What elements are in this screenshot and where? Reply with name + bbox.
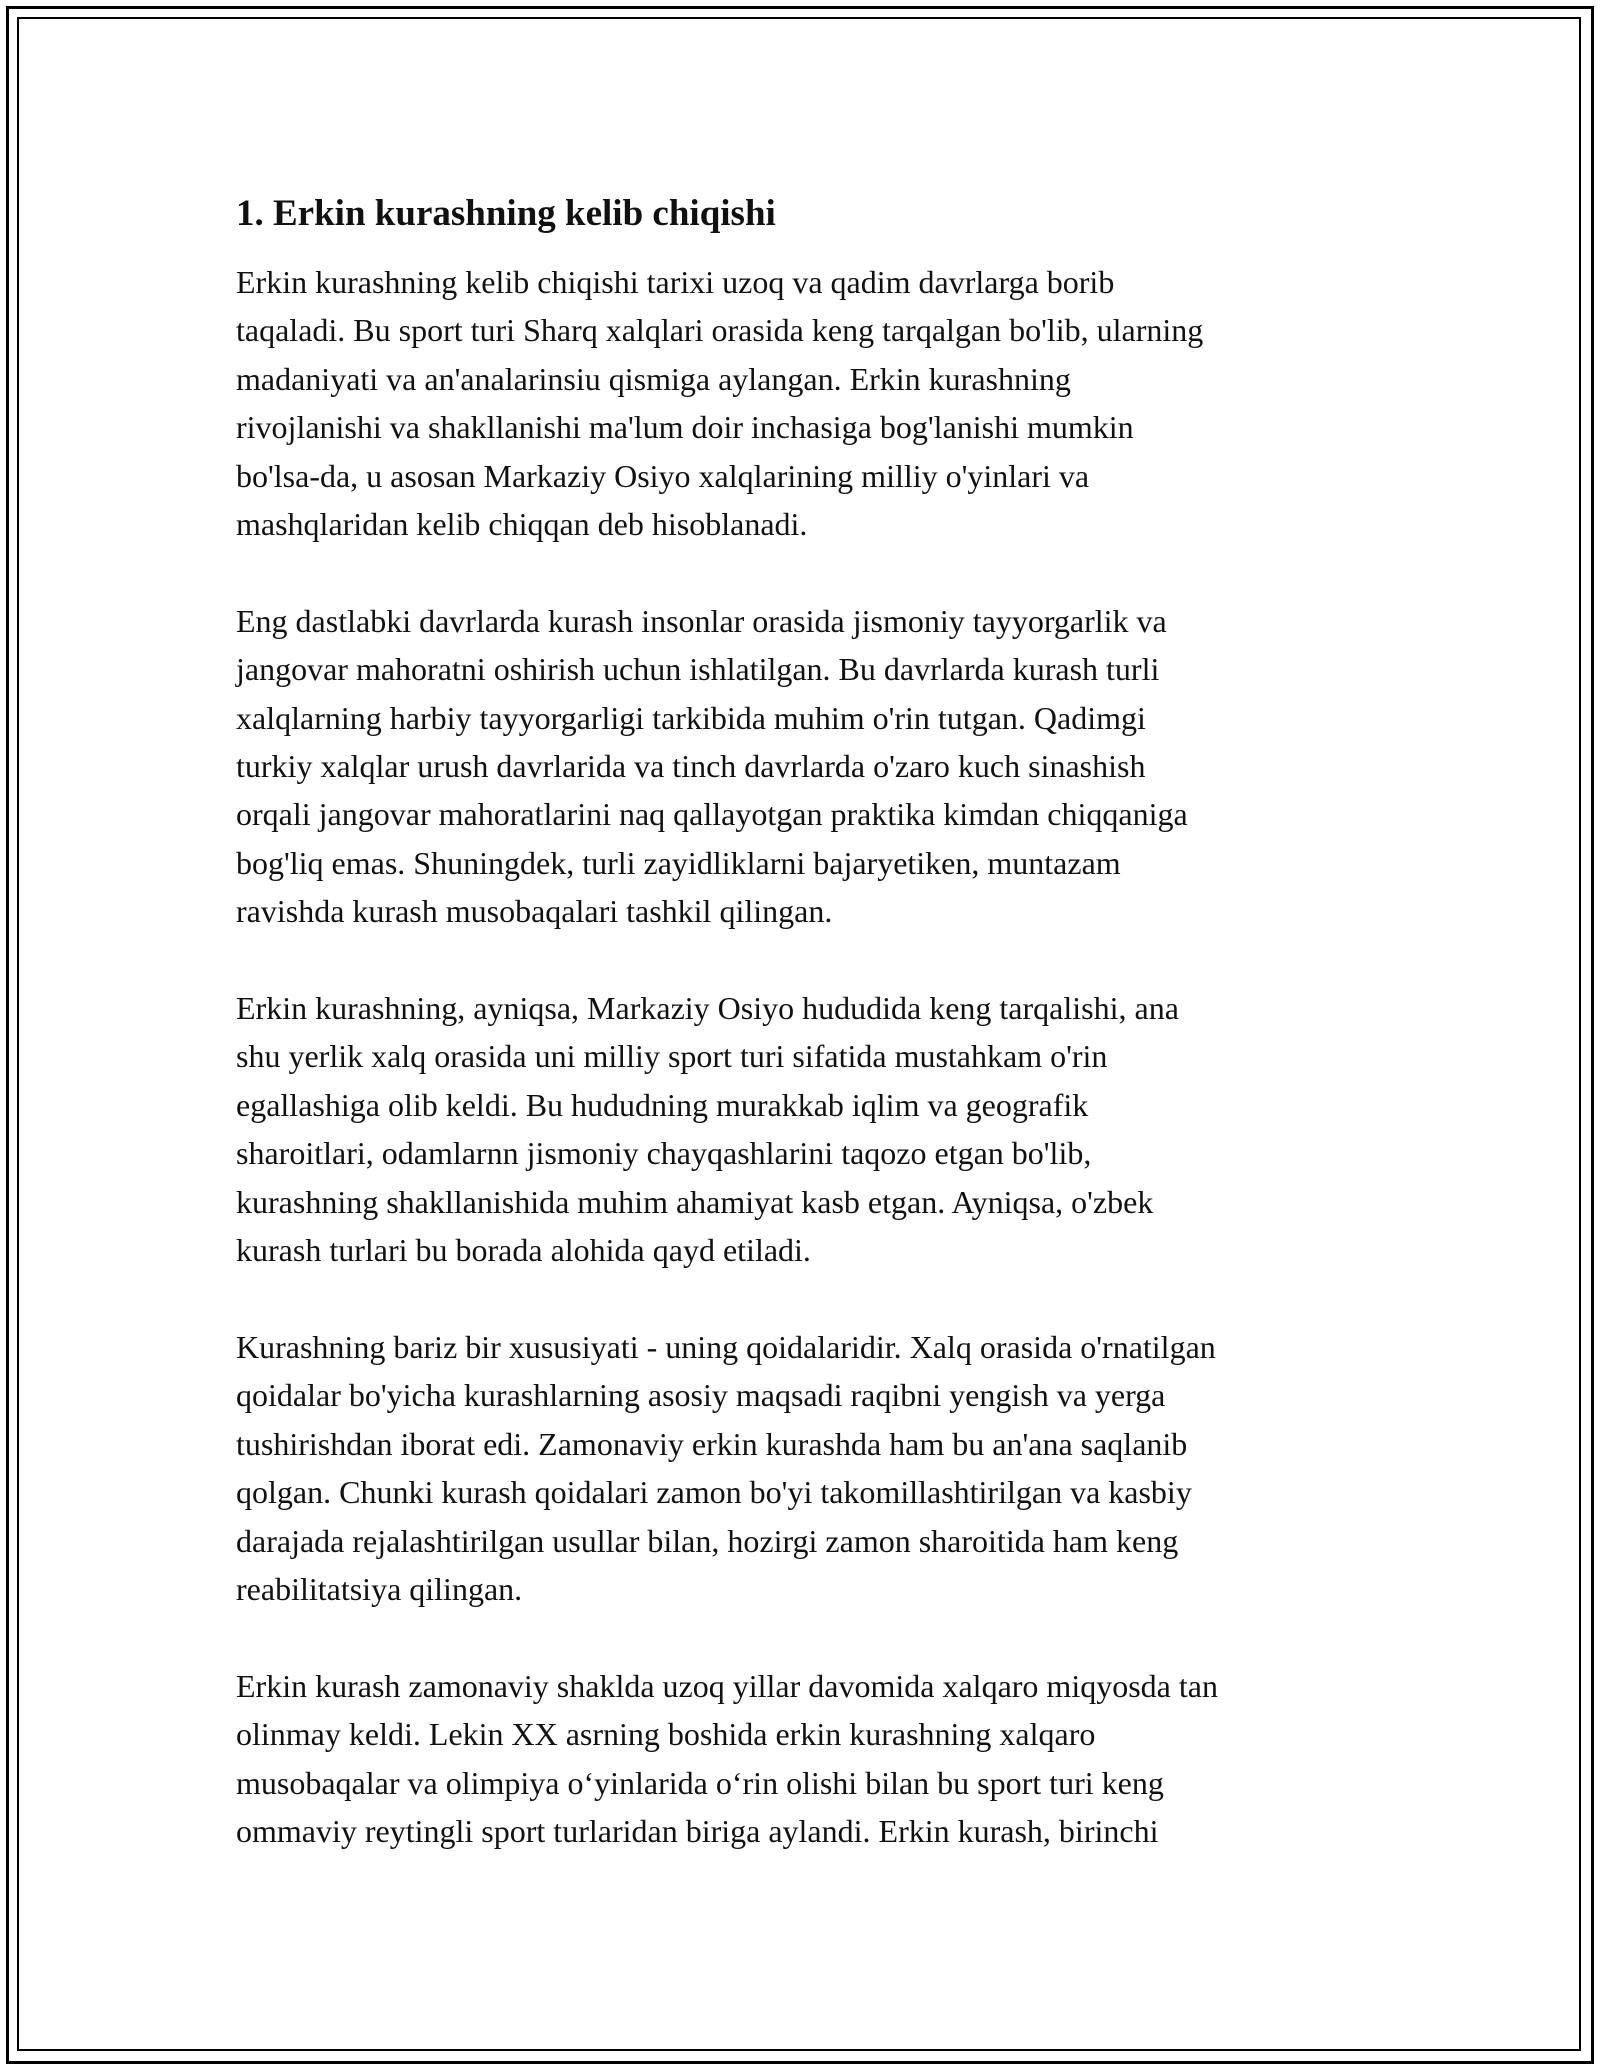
paragraph-line: Erkin kurash zamonaviy shaklda uzoq yillar davomida xalqaro miqyosda tan: [236, 1667, 1218, 1704]
paragraph-line: mashqlaridan kelib chiqqan deb hisoblanadi.: [236, 506, 808, 543]
paragraph-line: Eng dastlabki davrlarda kurash insonlar orasida jismoniy tayyorgarlik va: [236, 602, 1167, 639]
paragraph-line: bog'liq emas. Shuningdek, turli zayidliklarni bajaryetiken, muntazam: [236, 844, 1121, 881]
paragraph: [236, 1323, 1396, 1613]
paragraph-line: rivojlanishi va shakllanishi ma'lum doir inchasiga bog'lanishi mumkin: [236, 409, 1134, 446]
paragraph-line: jangovar mahoratni oshirish uchun ishlatilgan. Bu davrlarda kurash turli: [236, 651, 1160, 688]
paragraph: [236, 258, 1396, 548]
section-heading: 1. Erkin kurashning kelib chiqishi: [236, 193, 776, 234]
paragraph-line: reabilitatsiya qilingan.: [236, 1570, 523, 1607]
paragraph-line: tushirishdan iborat edi. Zamonaviy erkin kurashda ham bu an'ana saqlanib: [236, 1425, 1188, 1462]
paragraph-line: xalqlarning harbiy tayyorgarligi tarkibida muhim o'rin tutgan. Qadimgi: [236, 699, 1146, 736]
paragraph-line: shu yerlik xalq orasida uni milliy sport turi sifatida mustahkam o'rin: [236, 1038, 1108, 1075]
paragraph-line: taqaladi. Bu sport turi Sharq xalqlari orasida keng tarqalgan bo'lib, ularning: [236, 312, 1204, 349]
paragraph-line: Kurashning bariz bir xususiyati - uning qoidalaridir. Xalq orasida o'rnatilgan: [236, 1328, 1216, 1365]
paragraph-line: qolgan. Chunki kurash qoidalari zamon bo'yi takomillashtirilgan va kasbiy: [236, 1474, 1192, 1511]
paragraph-line: kurash turlari bu borada alohida qayd etiladi.: [236, 1232, 811, 1269]
paragraph-line: musobaqalar va olimpiya o‘yinlarida o‘rin olishi bilan bu sport turi keng: [236, 1764, 1164, 1801]
paragraph-line: orqali jangovar mahoratlarini naq qallayotgan praktika kimdan chiqqaniga: [236, 796, 1188, 833]
paragraph-line: sharoitlari, odamlarnn jismoniy chayqashlarini taqozo etgan bo'lib,: [236, 1135, 1092, 1172]
paragraph-line: olinmay keldi. Lekin XX asrning boshida erkin kurashning xalqaro: [236, 1716, 1096, 1753]
paragraph-line: darajada rejalashtirilgan usullar bilan, hozirgi zamon sharoitida ham keng: [236, 1522, 1179, 1559]
paragraph-line: turkiy xalqlar urush davrlarida va tinch davrlarda o'zaro kuch sinashish: [236, 748, 1146, 785]
paragraph-list: [236, 258, 1396, 1855]
paragraph-line: Erkin kurashning, ayniqsa, Markaziy Osiyo hududida keng tarqalishi, ana: [236, 990, 1179, 1027]
paragraph-line: madaniyati va an'analarinsiu qismiga aylangan. Erkin kurashning: [236, 360, 1071, 397]
paragraph: [236, 984, 1396, 1274]
paragraph-line: egallashiga olib keldi. Bu hududning murakkab iqlim va geografik: [236, 1086, 1089, 1123]
paragraph-line: ravishda kurash musobaqalari tashkil qilingan.: [236, 893, 833, 930]
paragraph-line: qoidalar bo'yicha kurashlarning asosiy maqsadi raqibni yengish va yerga: [236, 1377, 1166, 1414]
paragraph: [236, 597, 1396, 936]
paragraph-line: ommaviy reytingli sport turlaridan biriga aylandi. Erkin kurash, birinchi: [236, 1812, 1159, 1849]
paragraph: [236, 1662, 1396, 1856]
paragraph-line: kurashning shakllanishida muhim ahamiyat kasb etgan. Ayniqsa, o'zbek: [236, 1183, 1154, 1220]
paragraph-line: Erkin kurashning kelib chiqishi tarixi uzoq va qadim davrlarga borib: [236, 264, 1115, 300]
document-body: [236, 190, 1396, 1904]
paragraph-line: bo'lsa-da, u asosan Markaziy Osiyo xalqlarining milliy o'yinlari va: [236, 457, 1090, 494]
